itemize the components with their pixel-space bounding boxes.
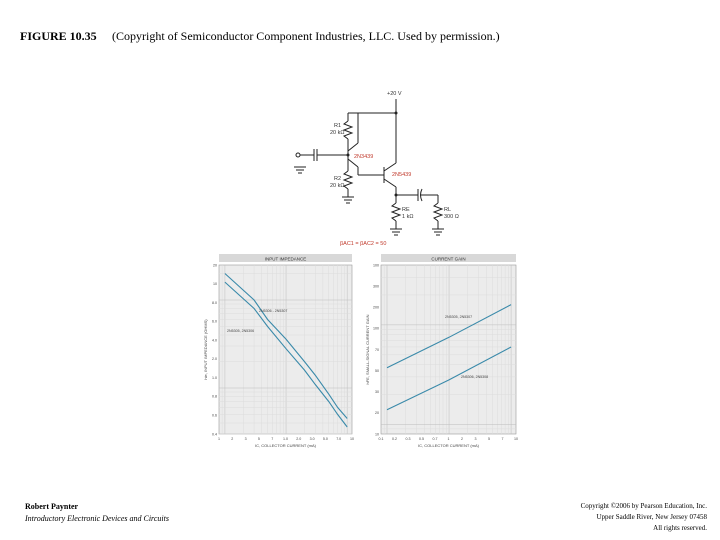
y-tick-label: 30	[375, 390, 379, 395]
x-tick-label: 2	[231, 437, 234, 441]
book-title: Introductory Electronic Devices and Circuits	[25, 514, 169, 523]
x-tick-label: 7	[501, 437, 504, 441]
x-tick-label: 7.0	[336, 437, 342, 441]
y-axis-label: hie, INPUT IMPEDANCE (OHMS)	[203, 319, 208, 380]
copyright-line: All rights reserved.	[653, 524, 707, 532]
rl-value: 300 Ω	[444, 214, 459, 220]
plot-area	[381, 265, 516, 434]
x-tick-label: 0.2	[392, 437, 397, 441]
x-tick-label: 0.1	[378, 437, 384, 441]
y-tick-label: 300	[373, 284, 379, 289]
y-tick-label: 10	[213, 282, 217, 287]
y-tick-label: 8.0	[212, 300, 217, 305]
y-tick-label: 50	[375, 368, 379, 373]
r2-value: 20 kΩ	[330, 183, 345, 189]
x-tick-label: 1	[218, 437, 220, 441]
r1-name: R1	[334, 123, 342, 129]
r2-resistor	[344, 171, 352, 189]
q2-label: 2N5439	[392, 172, 412, 178]
y-tick-label: 20	[375, 411, 379, 416]
rl-resistor	[434, 203, 442, 221]
x-tick-label: 5.0	[322, 437, 328, 441]
x-tick-label: 1	[447, 437, 450, 441]
circuit-schematic	[280, 85, 460, 250]
r2-name: R2	[334, 176, 342, 182]
x-tick-label: 5	[257, 437, 260, 441]
x-tick-label: 0.5	[419, 437, 424, 441]
y-axis-label: hFE, SMALL-SIGNAL CURRENT GAIN	[365, 314, 370, 385]
y-tick-label: 0.6	[212, 413, 217, 418]
series-annotation: 2N5305, 2N5306	[227, 329, 255, 333]
x-tick-label: 7	[271, 437, 274, 441]
current-gain-chart	[363, 252, 525, 452]
y-tick-label: 6.0	[212, 319, 217, 324]
series-annotation: 2N5306, 2N5308	[461, 375, 489, 379]
x-tick-label: 3	[474, 437, 477, 441]
x-axis-label: IC, COLLECTOR CURRENT (mA)	[418, 443, 479, 448]
x-tick-label: 3.0	[309, 437, 315, 441]
copyright-line: Copyright ©2006 by Pearson Education, Inc.	[580, 502, 707, 510]
y-tick-label: 100	[373, 326, 379, 331]
y-tick-label: 20	[213, 263, 217, 268]
y-tick-label: 10	[375, 432, 379, 437]
q1-label: 2N3439	[354, 154, 374, 160]
input-terminal	[296, 153, 300, 157]
y-tick-label: 2.0	[212, 357, 217, 362]
x-tick-label: 3	[244, 437, 247, 441]
re-value: 1 kΩ	[402, 214, 414, 220]
x-tick-label: 0.7	[432, 437, 438, 441]
chart-title: CURRENT GAIN	[431, 256, 466, 262]
chart-title: INPUT IMPEDANCE	[264, 256, 307, 262]
y-tick-label: 0.4	[212, 432, 217, 437]
x-tick-label: 1.0	[283, 437, 288, 441]
x-tick-label: 2	[461, 437, 463, 441]
series-annotation: 2N5305, 2N5307	[445, 315, 473, 319]
x-tick-label: 10	[514, 437, 518, 441]
series-annotation: 2N5306 - 2N5307	[259, 309, 288, 313]
r1-resistor	[344, 121, 352, 139]
input-impedance-chart	[197, 252, 365, 452]
y-tick-label: 100	[373, 263, 379, 268]
y-tick-label: 70	[375, 347, 379, 352]
y-tick-label: 200	[373, 305, 379, 310]
y-tick-label: 4.0	[212, 338, 217, 343]
rl-name: RL	[444, 207, 452, 213]
copyright-notice	[581, 501, 707, 534]
copyright-line: Upper Saddle River, New Jersey 07458	[596, 513, 707, 521]
x-tick-label: 10	[350, 437, 354, 441]
figure-label: FIGURE 10.35	[20, 29, 97, 43]
beta-note: βAC1 = βAC2 = 50	[340, 241, 387, 247]
r1-value: 20 kΩ	[330, 130, 345, 136]
x-tick-label: 2.0	[296, 437, 302, 441]
x-tick-label: 5	[488, 437, 490, 441]
supply-label: +20 V	[387, 91, 402, 97]
x-tick-label: 0.3	[405, 437, 411, 441]
re-resistor	[392, 203, 400, 221]
y-tick-label: 0.8	[212, 394, 217, 399]
plot-area	[219, 265, 352, 434]
re-name: RE	[402, 207, 410, 213]
y-tick-label: 1.0	[212, 375, 217, 380]
x-axis-label: IC, COLLECTOR CURRENT (mA)	[255, 443, 316, 448]
author: Robert Paynter	[25, 502, 79, 511]
figure-caption: (Copyright of Semiconductor Component Industries, LLC. Used by permission.)	[112, 29, 500, 43]
